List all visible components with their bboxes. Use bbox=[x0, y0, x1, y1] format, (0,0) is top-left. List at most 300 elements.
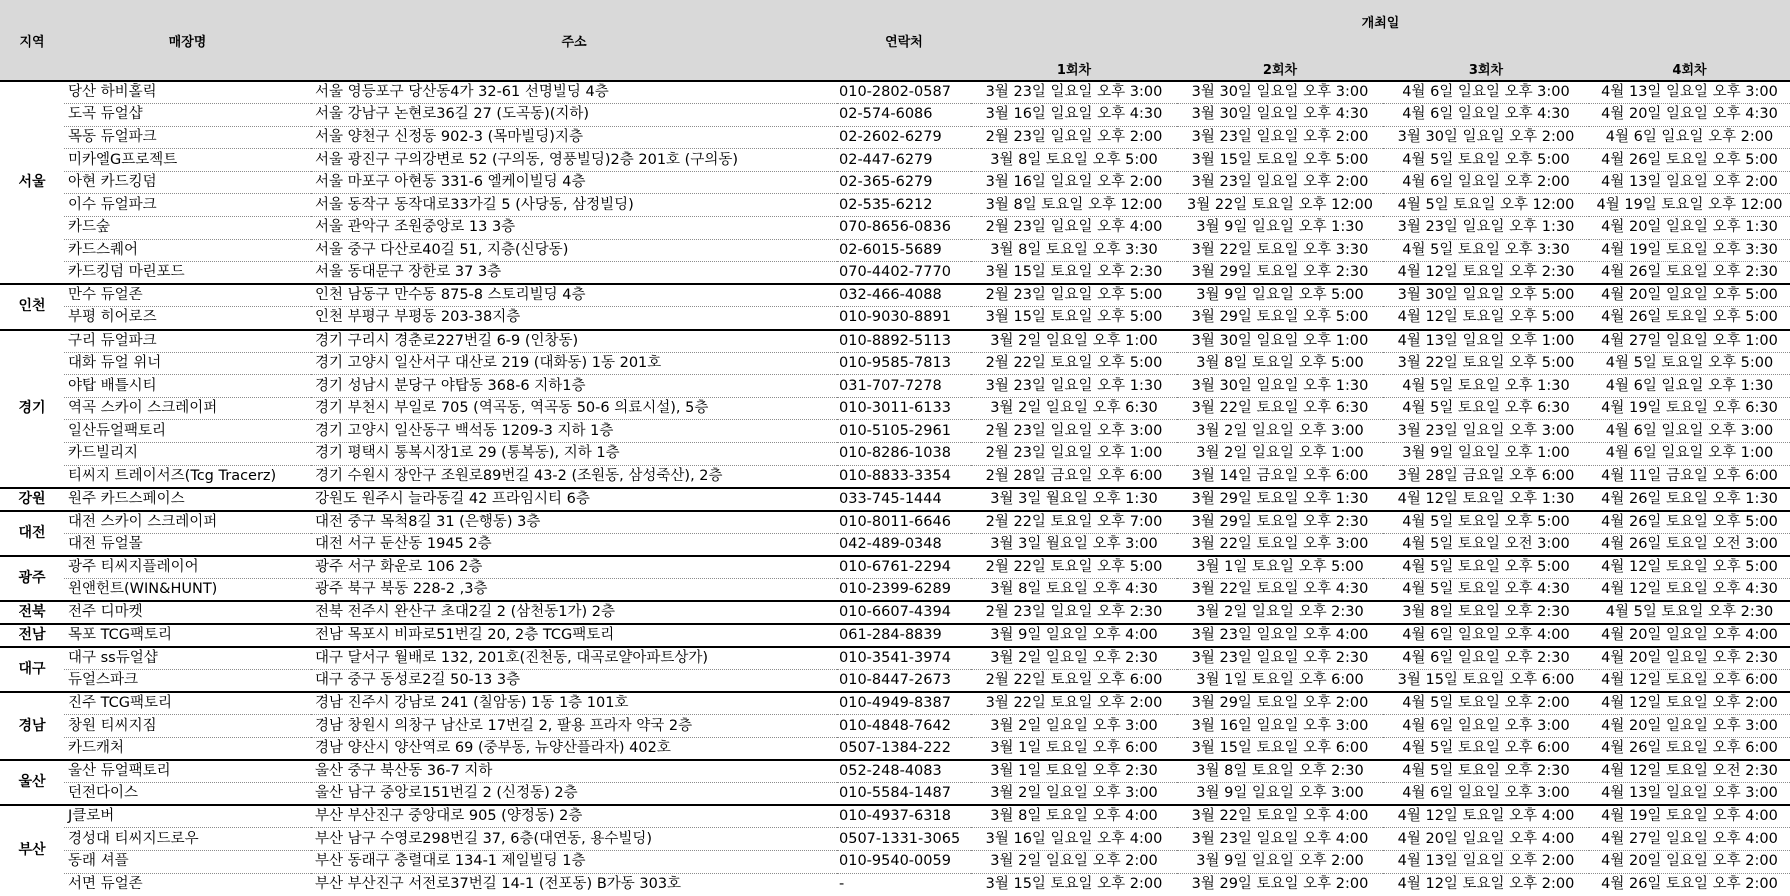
phone-cell: 010-5105-2961 bbox=[837, 420, 971, 443]
round-2-date: 3월 23일 일요일 오후 2:30 bbox=[1177, 647, 1383, 670]
store-cell: 대전 듀얼몰 bbox=[64, 533, 311, 556]
round-2-date: 3월 23일 일요일 오후 4:00 bbox=[1177, 828, 1383, 851]
address-cell: 경기 구리시 경춘로227번길 6-9 (인창동) bbox=[311, 330, 837, 353]
region-cell: 강원 bbox=[0, 488, 64, 511]
table-row bbox=[0, 783, 1790, 806]
round-1-date: 3월 2일 일요일 오후 6:30 bbox=[971, 397, 1177, 420]
phone-cell: 02-6015-5689 bbox=[837, 239, 971, 262]
round-4-date: 4월 26일 토요일 오후 5:00 bbox=[1589, 307, 1790, 330]
phone-cell: 010-2399-6289 bbox=[837, 578, 971, 601]
round-3-date: 4월 12일 토요일 오후 1:30 bbox=[1383, 488, 1589, 511]
round-3-date: 4월 5일 토요일 오후 6:30 bbox=[1383, 397, 1589, 420]
store-cell: 부평 히어로즈 bbox=[64, 307, 311, 330]
round-2-date: 3월 9일 일요일 오후 5:00 bbox=[1177, 284, 1383, 307]
phone-cell: 010-9030-8891 bbox=[837, 307, 971, 330]
round-3-date: 4월 20일 일요일 오후 4:00 bbox=[1383, 828, 1589, 851]
round-4-date: 4월 26일 토요일 오후 2:00 bbox=[1601, 876, 1778, 893]
table-row bbox=[0, 149, 1790, 172]
address-cell: 서울 동대문구 장한로 37 3층 bbox=[311, 262, 837, 285]
address-cell: 경기 부천시 부일로 705 (역곡동, 역곡동 50-6 의료시설), 5층 bbox=[311, 397, 837, 420]
address-cell: 경남 양산시 양산역로 69 (중부동, 뉴양산플라자) 402호 bbox=[311, 737, 837, 760]
round-3-date: 4월 12일 토요일 오후 2:30 bbox=[1383, 262, 1589, 285]
round-1-date: 3월 2일 일요일 오후 3:00 bbox=[971, 715, 1177, 738]
round-2-date: 3월 8일 토요일 오후 5:00 bbox=[1177, 352, 1383, 375]
round-4-date: 4월 27일 일요일 오후 4:00 bbox=[1589, 828, 1790, 851]
round-2-date: 3월 1일 토요일 오후 6:00 bbox=[1177, 670, 1383, 693]
region-cell: 울산 bbox=[0, 760, 64, 805]
store-cell: 미카엘G프로젝트 bbox=[64, 149, 311, 172]
phone-cell: 010-8892-5113 bbox=[837, 330, 971, 353]
address-cell: 울산 중구 북산동 36-7 지하 bbox=[311, 760, 837, 783]
round-2-date: 3월 22일 토요일 오후 12:00 bbox=[1177, 194, 1383, 217]
round-4-date: 4월 20일 일요일 오후 4:30 bbox=[1589, 104, 1790, 127]
phone-cell: 02-365-6279 bbox=[837, 171, 971, 194]
store-cell: 만수 듀얼존 bbox=[64, 284, 311, 307]
table-row bbox=[0, 533, 1790, 556]
store-cell: 역곡 스카이 스크레이퍼 bbox=[64, 397, 311, 420]
table-body bbox=[0, 81, 1790, 896]
store-cell: 카드숲 bbox=[64, 217, 311, 240]
store-cell: 전주 디마켓 bbox=[64, 601, 311, 624]
round-1-date: 3월 8일 토요일 오후 4:30 bbox=[971, 578, 1177, 601]
round-4-date: 4월 26일 토요일 오후 6:00 bbox=[1589, 737, 1790, 760]
round-1-date: 3월 8일 토요일 오후 4:00 bbox=[971, 805, 1177, 828]
table-row bbox=[0, 397, 1790, 420]
phone-cell: 02-447-6279 bbox=[837, 149, 971, 172]
round-2-date: 3월 22일 토요일 오후 4:00 bbox=[1177, 805, 1383, 828]
table-row bbox=[0, 171, 1790, 194]
round-1-date: 3월 9일 일요일 오후 4:00 bbox=[971, 624, 1177, 647]
round-4-date: 4월 26일 토요일 오후 5:00 bbox=[1589, 149, 1790, 172]
store-cell: 듀얼스파크 bbox=[64, 670, 311, 693]
round-2-date: 3월 30일 일요일 오후 1:00 bbox=[1177, 330, 1383, 353]
round-4-date: 4월 12일 토요일 오후 5:00 bbox=[1589, 556, 1790, 579]
phone-cell: 010-8833-3354 bbox=[837, 465, 971, 488]
round-3-date: 3월 23일 일요일 오후 1:30 bbox=[1383, 217, 1589, 240]
round-2-date: 3월 9일 일요일 오후 3:00 bbox=[1177, 783, 1383, 806]
region-cell: 부산 bbox=[18, 842, 46, 859]
phone-cell: 010-9585-7813 bbox=[837, 352, 971, 375]
phone-cell: 010-4937-6318 bbox=[837, 805, 971, 828]
round-4-date: 4월 13일 일요일 오후 2:00 bbox=[1589, 171, 1790, 194]
phone-cell: 010-8447-2673 bbox=[837, 670, 971, 693]
phone-cell: 010-8011-6646 bbox=[837, 511, 971, 534]
round-4-date: 4월 12일 토요일 오후 6:00 bbox=[1589, 670, 1790, 693]
round-3-date: 4월 5일 토요일 오전 3:00 bbox=[1383, 533, 1589, 556]
address-cell: 경기 수원시 장안구 조원로89번길 43-2 (조원동, 삼성죽산), 2층 bbox=[311, 465, 837, 488]
store-cell: 아현 카드킹덤 bbox=[64, 171, 311, 194]
round-4-date: 4월 5일 토요일 오후 5:00 bbox=[1589, 352, 1790, 375]
table-row bbox=[0, 828, 1790, 851]
table-row bbox=[0, 737, 1790, 760]
round-2-date: 3월 22일 토요일 오후 3:00 bbox=[1177, 533, 1383, 556]
round-4-date: 4월 6일 일요일 오후 1:00 bbox=[1589, 443, 1790, 466]
round-2-date: 3월 29일 토요일 오후 5:00 bbox=[1177, 307, 1383, 330]
header-dates: 개최일 bbox=[971, 0, 1790, 56]
round-1-date: 2월 28일 금요일 오후 6:00 bbox=[971, 465, 1177, 488]
round-2-date: 3월 2일 일요일 오후 3:00 bbox=[1177, 420, 1383, 443]
round-3-date: 4월 6일 일요일 오후 3:00 bbox=[1383, 715, 1589, 738]
round-3-date: 4월 13일 일요일 오후 1:00 bbox=[1383, 330, 1589, 353]
round-2-date: 3월 30일 일요일 오후 3:00 bbox=[1177, 81, 1383, 104]
round-4-date: 4월 19일 토요일 오후 6:30 bbox=[1589, 397, 1790, 420]
round-4-date: 4월 13일 일요일 오후 3:00 bbox=[1589, 783, 1790, 806]
round-4-date: 4월 5일 토요일 오후 2:30 bbox=[1589, 601, 1790, 624]
header-phone: 연락처 bbox=[837, 0, 971, 81]
table-row bbox=[0, 352, 1790, 375]
round-4-date: 4월 20일 일요일 오후 5:00 bbox=[1589, 284, 1790, 307]
round-1-date: 2월 22일 토요일 오후 5:00 bbox=[971, 352, 1177, 375]
round-1-date: 2월 23일 일요일 오후 5:00 bbox=[971, 284, 1177, 307]
round-4-date: 4월 13일 일요일 오후 3:00 bbox=[1589, 81, 1790, 104]
round-4-date: 4월 20일 일요일 오후 2:00 bbox=[1589, 850, 1790, 873]
address-cell: 강원도 원주시 늘라동길 42 프라임시티 6층 bbox=[311, 488, 837, 511]
round-3-date: 3월 8일 토요일 오후 2:30 bbox=[1383, 601, 1589, 624]
table-row bbox=[0, 375, 1790, 398]
round-3-date: 4월 6일 일요일 오후 3:00 bbox=[1383, 783, 1589, 806]
table-row bbox=[0, 465, 1790, 488]
header-round-1: 1회차 bbox=[971, 56, 1177, 81]
address-cell: 경기 성남시 분당구 야탑동 368-6 지하1층 bbox=[311, 375, 837, 398]
store-cell: 당산 하비홀릭 bbox=[64, 81, 311, 104]
address-cell: 서울 강남구 논현로36길 27 (도곡동)(지하) bbox=[311, 104, 837, 127]
phone-cell: 033-745-1444 bbox=[837, 488, 971, 511]
round-1-date: 3월 15일 토요일 오후 5:00 bbox=[971, 307, 1177, 330]
table-row bbox=[0, 307, 1790, 330]
round-4-date: 4월 12일 토요일 오후 4:30 bbox=[1589, 578, 1790, 601]
table-row bbox=[0, 239, 1790, 262]
round-1-date: 3월 22일 토요일 오후 2:00 bbox=[971, 692, 1177, 715]
store-cell: 구리 듀얼파크 bbox=[64, 330, 311, 353]
address-cell: 서울 마포구 아현동 331-6 엘케이빌딩 4층 bbox=[311, 171, 837, 194]
address-cell: 전남 목포시 비파로51번길 20, 2층 TCG팩토리 bbox=[311, 624, 837, 647]
round-1-date: 3월 2일 일요일 오후 2:30 bbox=[971, 647, 1177, 670]
round-4-date: 4월 26일 토요일 오후 1:30 bbox=[1589, 488, 1790, 511]
phone-cell: 070-4402-7770 bbox=[837, 262, 971, 285]
round-3-date: 4월 5일 토요일 오후 4:30 bbox=[1383, 578, 1589, 601]
round-4-date: 4월 20일 일요일 오후 2:30 bbox=[1589, 647, 1790, 670]
address-cell: 경기 평택시 통복시장1로 29 (통복동), 지하 1층 bbox=[311, 443, 837, 466]
round-2-date: 3월 29일 토요일 오후 2:30 bbox=[1177, 511, 1383, 534]
round-1-date: 2월 23일 일요일 오후 2:00 bbox=[971, 126, 1177, 149]
table-row bbox=[0, 217, 1790, 240]
round-2-date: 3월 29일 토요일 오후 2:30 bbox=[1177, 262, 1383, 285]
table-row bbox=[0, 126, 1790, 149]
store-cell: 원주 카드스페이스 bbox=[64, 488, 311, 511]
round-1-date: 2월 22일 토요일 오후 5:00 bbox=[971, 556, 1177, 579]
table-row bbox=[0, 692, 1790, 715]
region-cell: 인천 bbox=[0, 284, 64, 329]
round-1-date: 3월 2일 일요일 오후 2:00 bbox=[971, 850, 1177, 873]
store-cell: J클로버 bbox=[64, 805, 311, 828]
store-cell: 이수 듀얼파크 bbox=[64, 194, 311, 217]
header-round-4: 4회차 bbox=[1589, 56, 1790, 81]
round-2-date: 3월 30일 일요일 오후 1:30 bbox=[1177, 375, 1383, 398]
round-2-date: 3월 29일 토요일 오후 1:30 bbox=[1177, 488, 1383, 511]
phone-cell: 031-707-7278 bbox=[837, 375, 971, 398]
store-cell: 카드스퀘어 bbox=[64, 239, 311, 262]
table-row bbox=[0, 81, 1790, 104]
store-cell: 야탑 배틀시티 bbox=[64, 375, 311, 398]
store-cell: 창원 티씨지짐 bbox=[64, 715, 311, 738]
phone-cell: 032-466-4088 bbox=[837, 284, 971, 307]
store-cell: 동래 셔플 bbox=[64, 850, 311, 873]
round-1-date: 3월 2일 일요일 오후 3:00 bbox=[971, 783, 1177, 806]
store-cell: 윈앤헌트(WIN&HUNT) bbox=[64, 578, 311, 601]
table-row bbox=[0, 443, 1790, 466]
phone-cell: 061-284-8839 bbox=[837, 624, 971, 647]
store-cell: 카드캐처 bbox=[64, 737, 311, 760]
round-2-date: 3월 1일 토요일 오후 5:00 bbox=[1177, 556, 1383, 579]
round-2-date: 3월 23일 일요일 오후 4:00 bbox=[1177, 624, 1383, 647]
address-cell: 경남 창원시 의창구 남산로 17번길 2, 팔용 프라자 약국 2층 bbox=[311, 715, 837, 738]
address-cell: 부산 남구 수영로298번길 37, 6층(대연동, 용수빌딩) bbox=[311, 828, 837, 851]
round-3-date: 4월 13일 일요일 오후 2:00 bbox=[1383, 850, 1589, 873]
round-3-date: 4월 6일 일요일 오후 2:00 bbox=[1383, 171, 1589, 194]
round-3-date: 3월 22일 토요일 오후 5:00 bbox=[1383, 352, 1589, 375]
table-row bbox=[0, 420, 1790, 443]
round-1-date: 3월 15일 토요일 오후 2:30 bbox=[971, 262, 1177, 285]
table-row bbox=[0, 511, 1790, 534]
table-row bbox=[0, 715, 1790, 738]
round-4-date: 4월 20일 일요일 오후 3:00 bbox=[1589, 715, 1790, 738]
address-cell: 울산 남구 중앙로151번길 2 (신정동) 2층 bbox=[311, 783, 837, 806]
address-cell: 전북 전주시 완산구 초대2길 2 (삼천동1가) 2층 bbox=[311, 601, 837, 624]
round-2-date: 3월 23일 일요일 오후 2:00 bbox=[1177, 171, 1383, 194]
round-1-date: 3월 15일 토요일 오후 2:00 bbox=[985, 876, 1163, 893]
round-1-date: 3월 16일 일요일 오후 4:00 bbox=[971, 828, 1177, 851]
table-header bbox=[0, 0, 1790, 81]
region-cell: 서울 bbox=[0, 81, 64, 284]
region-cell: 광주 bbox=[0, 556, 64, 601]
round-2-date: 3월 14일 금요일 오후 6:00 bbox=[1177, 465, 1383, 488]
table-row bbox=[0, 624, 1790, 647]
round-1-date: 2월 23일 일요일 오후 4:00 bbox=[971, 217, 1177, 240]
store-cell: 목동 듀얼파크 bbox=[64, 126, 311, 149]
round-2-date: 3월 2일 일요일 오후 2:30 bbox=[1177, 601, 1383, 624]
round-3-date: 4월 5일 토요일 오후 1:30 bbox=[1383, 375, 1589, 398]
round-3-date: 4월 12일 토요일 오후 4:00 bbox=[1383, 805, 1589, 828]
round-4-date: 4월 11일 금요일 오후 6:00 bbox=[1589, 465, 1790, 488]
round-1-date: 3월 23일 일요일 오후 1:30 bbox=[971, 375, 1177, 398]
round-3-date: 4월 5일 토요일 오후 2:30 bbox=[1383, 760, 1589, 783]
phone-cell: 0507-1331-3065 bbox=[837, 828, 971, 851]
address-cell: 서울 동작구 동작대로33가길 5 (사당동, 삼정빌딩) bbox=[311, 194, 837, 217]
round-2-date: 3월 9일 일요일 오후 2:00 bbox=[1177, 850, 1383, 873]
round-4-date: 4월 6일 일요일 오후 3:00 bbox=[1589, 420, 1790, 443]
region-cell: 경남 bbox=[0, 692, 64, 760]
round-3-date: 4월 5일 토요일 오후 12:00 bbox=[1383, 194, 1589, 217]
round-4-date: 4월 12일 토요일 오전 2:30 bbox=[1589, 760, 1790, 783]
round-3-date: 3월 9일 일요일 오후 1:00 bbox=[1383, 443, 1589, 466]
table-row bbox=[0, 805, 1790, 828]
address-cell: 대구 중구 동성로2길 50-13 3층 bbox=[311, 670, 837, 693]
round-3-date: 3월 15일 토요일 오후 6:00 bbox=[1383, 670, 1589, 693]
phone-cell: 010-6761-2294 bbox=[837, 556, 971, 579]
round-1-date: 3월 1일 토요일 오후 6:00 bbox=[971, 737, 1177, 760]
address-cell: 부산 부산진구 중앙대로 905 (양정동) 2층 bbox=[311, 805, 837, 828]
round-4-date: 4월 27일 일요일 오후 1:00 bbox=[1589, 330, 1790, 353]
round-2-date: 3월 9일 일요일 오후 1:30 bbox=[1177, 217, 1383, 240]
round-2-date: 3월 2일 일요일 오후 1:00 bbox=[1177, 443, 1383, 466]
phone-cell: 010-4949-8387 bbox=[837, 692, 971, 715]
store-cell: 목포 TCG팩토리 bbox=[64, 624, 311, 647]
round-3-date: 3월 23일 일요일 오후 3:00 bbox=[1383, 420, 1589, 443]
round-4-date: 4월 20일 일요일 오후 1:30 bbox=[1589, 217, 1790, 240]
phone-cell: 02-574-6086 bbox=[837, 104, 971, 127]
table-row bbox=[0, 194, 1790, 217]
round-4-date: 4월 19일 토요일 오후 3:30 bbox=[1589, 239, 1790, 262]
table-row bbox=[0, 262, 1790, 285]
region-cell: 대전 bbox=[0, 511, 64, 556]
round-4-date: 4월 12일 토요일 오후 2:00 bbox=[1589, 692, 1790, 715]
round-1-date: 3월 16일 일요일 오후 4:30 bbox=[971, 104, 1177, 127]
store-cell: 대전 스카이 스크레이퍼 bbox=[64, 511, 311, 534]
store-cell: 일산듀얼팩토리 bbox=[64, 420, 311, 443]
round-3-date: 4월 12일 토요일 오후 2:00 bbox=[1397, 876, 1575, 893]
store-cell: 던전다이스 bbox=[64, 783, 311, 806]
phone-cell: 010-4848-7642 bbox=[837, 715, 971, 738]
table-row bbox=[0, 578, 1790, 601]
phone-cell: 010-8286-1038 bbox=[837, 443, 971, 466]
round-1-date: 2월 23일 일요일 오후 3:00 bbox=[971, 420, 1177, 443]
round-4-date: 4월 19일 토요일 오후 12:00 bbox=[1589, 194, 1790, 217]
table-row bbox=[0, 284, 1790, 307]
round-3-date: 4월 6일 일요일 오후 4:30 bbox=[1383, 104, 1589, 127]
phone-cell: 010-9540-0059 bbox=[837, 850, 971, 873]
table-row bbox=[0, 330, 1790, 353]
phone-cell: 010-6607-4394 bbox=[837, 601, 971, 624]
round-1-date: 3월 8일 토요일 오후 12:00 bbox=[971, 194, 1177, 217]
round-1-date: 3월 23일 일요일 오후 3:00 bbox=[971, 81, 1177, 104]
round-1-date: 3월 8일 토요일 오후 3:30 bbox=[971, 239, 1177, 262]
round-2-date: 3월 30일 일요일 오후 4:30 bbox=[1177, 104, 1383, 127]
store-cell: 울산 듀얼팩토리 bbox=[64, 760, 311, 783]
store-cell: 경성대 티씨지드로우 bbox=[64, 828, 311, 851]
phone-cell: 070-8656-0836 bbox=[837, 217, 971, 240]
round-2-date: 3월 29일 토요일 오후 2:00 bbox=[1177, 692, 1383, 715]
table-row bbox=[0, 556, 1790, 579]
store-cell: 진주 TCG팩토리 bbox=[64, 692, 311, 715]
round-1-date: 3월 3일 월요일 오후 1:30 bbox=[971, 488, 1177, 511]
header-region: 지역 bbox=[0, 0, 64, 81]
header-store: 매장명 bbox=[64, 0, 311, 81]
address-cell: 서울 중구 다산로40길 51, 지층(신당동) bbox=[311, 239, 837, 262]
table-row bbox=[0, 873, 1790, 896]
address-cell: 서울 관악구 조원중앙로 13 3층 bbox=[311, 217, 837, 240]
region-cell: 대구 bbox=[0, 647, 64, 692]
round-2-date: 3월 22일 토요일 오후 3:30 bbox=[1177, 239, 1383, 262]
store-cell: 서면 듀얼존 bbox=[68, 876, 143, 893]
address-cell: 인천 부평구 부평동 203-38지층 bbox=[311, 307, 837, 330]
store-cell: 카드킹덤 마린포드 bbox=[64, 262, 311, 285]
address-cell: 대전 서구 둔산동 1945 2층 bbox=[311, 533, 837, 556]
round-3-date: 4월 6일 일요일 오후 4:00 bbox=[1383, 624, 1589, 647]
phone-cell: 0507-1384-222 bbox=[837, 737, 971, 760]
phone-cell: 010-5584-1487 bbox=[837, 783, 971, 806]
table-row bbox=[0, 850, 1790, 873]
address-cell: 경기 고양시 일산서구 대산로 219 (대화동) 1동 201호 bbox=[311, 352, 837, 375]
round-2-date: 3월 15일 토요일 오후 6:00 bbox=[1177, 737, 1383, 760]
phone-cell: 02-2602-6279 bbox=[837, 126, 971, 149]
phone-cell: 010-2802-0587 bbox=[837, 81, 971, 104]
address-cell: 대전 중구 목척8길 31 (은행동) 3층 bbox=[311, 511, 837, 534]
round-4-date: 4월 6일 일요일 오후 2:00 bbox=[1589, 126, 1790, 149]
header-round-2: 2회차 bbox=[1177, 56, 1383, 81]
round-1-date: 3월 2일 일요일 오후 1:00 bbox=[971, 330, 1177, 353]
address-cell: 경남 진주시 강남로 241 (칠암동) 1동 1층 101호 bbox=[311, 692, 837, 715]
round-1-date: 3월 3일 월요일 오후 3:00 bbox=[971, 533, 1177, 556]
round-1-date: 3월 1일 토요일 오후 2:30 bbox=[971, 760, 1177, 783]
round-1-date: 2월 23일 일요일 오후 2:30 bbox=[971, 601, 1177, 624]
round-4-date: 4월 26일 토요일 오후 2:30 bbox=[1589, 262, 1790, 285]
round-3-date: 4월 5일 토요일 오후 3:30 bbox=[1383, 239, 1589, 262]
round-3-date: 4월 12일 토요일 오후 5:00 bbox=[1383, 307, 1589, 330]
header-round-3: 3회차 bbox=[1383, 56, 1589, 81]
address-cell: 서울 광진구 구의강변로 52 (구의동, 영풍빌딩)2층 201호 (구의동) bbox=[311, 149, 837, 172]
address-cell: 경기 고양시 일산동구 백석동 1209-3 지하 1층 bbox=[311, 420, 837, 443]
round-3-date: 3월 30일 일요일 오후 5:00 bbox=[1383, 284, 1589, 307]
region-cell: 경기 bbox=[0, 330, 64, 488]
round-4-date: 4월 6일 일요일 오후 1:30 bbox=[1589, 375, 1790, 398]
round-3-date: 4월 5일 토요일 오후 5:00 bbox=[1383, 556, 1589, 579]
round-3-date: 3월 30일 일요일 오후 2:00 bbox=[1383, 126, 1589, 149]
store-cell: 광주 티씨지플레이어 bbox=[64, 556, 311, 579]
table-row bbox=[0, 760, 1790, 783]
address-cell: 부산 동래구 충렬대로 134-1 제일빌딩 1층 bbox=[311, 850, 837, 873]
round-1-date: 2월 22일 토요일 오후 7:00 bbox=[971, 511, 1177, 534]
round-2-date: 3월 29일 토요일 오후 2:00 bbox=[1191, 876, 1369, 893]
store-cell: 도곡 듀얼샵 bbox=[64, 104, 311, 127]
address-cell: 광주 북구 북동 228-2 ,3층 bbox=[311, 578, 837, 601]
phone-cell: - bbox=[839, 876, 845, 893]
address-cell: 광주 서구 화운로 106 2층 bbox=[311, 556, 837, 579]
table-row bbox=[0, 670, 1790, 693]
round-3-date: 4월 5일 토요일 오후 6:00 bbox=[1383, 737, 1589, 760]
round-1-date: 2월 23일 일요일 오후 1:00 bbox=[971, 443, 1177, 466]
round-1-date: 3월 16일 일요일 오후 2:00 bbox=[971, 171, 1177, 194]
round-2-date: 3월 22일 토요일 오후 4:30 bbox=[1177, 578, 1383, 601]
phone-cell: 010-3011-6133 bbox=[837, 397, 971, 420]
round-2-date: 3월 22일 토요일 오후 6:30 bbox=[1177, 397, 1383, 420]
round-1-date: 3월 8일 토요일 오후 5:00 bbox=[971, 149, 1177, 172]
round-3-date: 4월 6일 일요일 오후 3:00 bbox=[1383, 81, 1589, 104]
table-row bbox=[0, 104, 1790, 127]
round-1-date: 2월 22일 토요일 오후 6:00 bbox=[971, 670, 1177, 693]
address-cell: 인천 남동구 만수동 875-8 스토리빌딩 4층 bbox=[311, 284, 837, 307]
phone-cell: 052-248-4083 bbox=[837, 760, 971, 783]
phone-cell: 010-3541-3974 bbox=[837, 647, 971, 670]
phone-cell: 02-535-6212 bbox=[837, 194, 971, 217]
round-2-date: 3월 23일 일요일 오후 2:00 bbox=[1177, 126, 1383, 149]
round-3-date: 4월 6일 일요일 오후 2:30 bbox=[1383, 647, 1589, 670]
address-cell: 서울 양천구 신정동 902-3 (목마빌딩)지층 bbox=[311, 126, 837, 149]
store-cell: 카드빌리지 bbox=[64, 443, 311, 466]
region-cell: 전남 bbox=[0, 624, 64, 647]
round-3-date: 4월 5일 토요일 오후 5:00 bbox=[1383, 149, 1589, 172]
round-3-date: 3월 28일 금요일 오후 6:00 bbox=[1383, 465, 1589, 488]
address-cell: 부산 부산진구 서전로37번길 14-1 (전포동) B가동 303호 bbox=[315, 876, 682, 893]
table-row bbox=[0, 647, 1790, 670]
phone-cell: 042-489-0348 bbox=[837, 533, 971, 556]
table-row bbox=[0, 601, 1790, 624]
round-4-date: 4월 26일 토요일 오후 5:00 bbox=[1589, 511, 1790, 534]
store-cell: 대화 듀얼 위너 bbox=[64, 352, 311, 375]
round-2-date: 3월 15일 토요일 오후 5:00 bbox=[1177, 149, 1383, 172]
store-cell: 티씨지 트레이서즈(Tcg Tracerz) bbox=[64, 465, 311, 488]
store-cell: 대구 ss듀얼샵 bbox=[64, 647, 311, 670]
round-2-date: 3월 8일 토요일 오후 2:30 bbox=[1177, 760, 1383, 783]
